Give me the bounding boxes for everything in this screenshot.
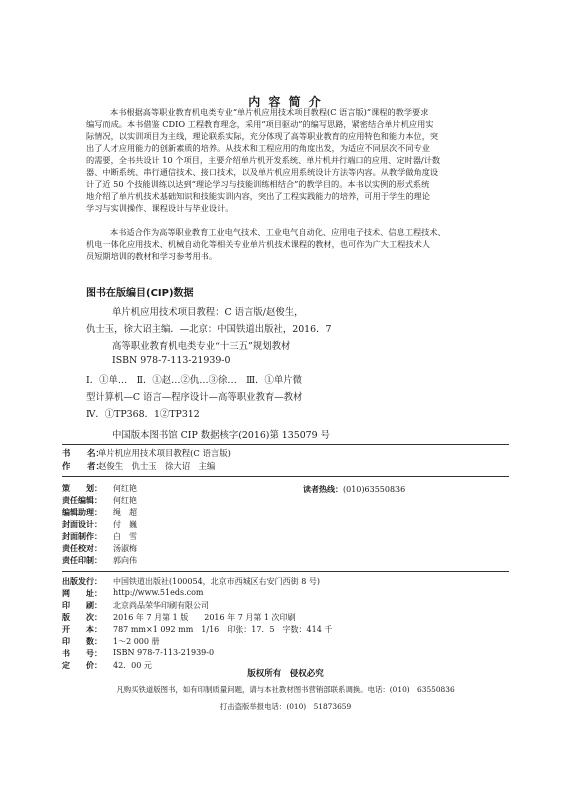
cip-line: 单片机应用技术项目教程：C 语言版/赵俊生，: [112, 307, 304, 318]
staff-value: 郭向伟: [113, 556, 137, 565]
summary-line: 的需要，全书共设计 10 个项目，主要介绍单片机开发系统、单片机并行端口的应用、定时器/计数: [86, 155, 441, 165]
cip-line: ISBN 978-7-113-21939-0: [112, 355, 231, 366]
staff-value: 白 雪: [113, 532, 137, 541]
summary-line: 本书根据高等职业教育机电类专业“单片机应用技术项目教程(C 语言版)”课程的教学要求: [110, 107, 429, 117]
summary-line: 地介绍了单片机技术基础知识和技能实训内容，突出了工程实践能力的培养，可用于学生的理论: [86, 191, 430, 201]
pub-value: 中国铁道出版社(100054，北京市西城区右安门西街 8 号): [113, 577, 320, 586]
staff-label: 封面制作：: [62, 532, 102, 541]
rights-notice: 版权所有 侵权必究: [247, 669, 324, 679]
pub-value: 2016 年 7 月第 1 版 2016 年 7 月第 1 次印刷: [113, 613, 296, 622]
staff-label: 责任校对：: [62, 544, 102, 553]
pub-label: 出版发行：: [62, 577, 102, 586]
summary-line: 计了近 50 个技能训练以达到“理论学习与技能训练相结合”的教学目的。本书以实例的形式系统: [86, 179, 430, 189]
page-title: 内 容 简 介: [248, 95, 323, 109]
staff-label: 封面设计：: [62, 520, 102, 529]
staff-label: 责任编辑：: [62, 496, 102, 505]
pub-value: 42．00 元: [113, 661, 152, 670]
staff-value: 何红艳: [113, 484, 137, 493]
divider: [62, 571, 509, 572]
pub-value: 787 mm×1 092 mm 1/16 印张：17．5 字数：414 千: [113, 625, 333, 634]
applicability-line: 机电一体化应用技术、机械自动化等相关专业单片机技术课程的教材，也可作为广大工程技术人: [86, 239, 430, 249]
quality-notice: 凡购买铁道版图书，如有印制质量问题，请与本社教材图书营销部联系调换。电话：(010) 63550836: [116, 685, 455, 694]
summary-line: 器、中断系统、串行通信技术、接口技术，以及单片机应用系统设计方法等内容。从教学做角度设: [86, 167, 439, 177]
divider: [62, 444, 509, 445]
hotline-label: 读者热线：: [303, 485, 343, 494]
book-name-label: 书 名：: [62, 448, 104, 458]
pub-value: 北京尚品荣华印刷有限公司: [113, 601, 209, 610]
pub-label: 书 号：: [62, 649, 102, 658]
summary-paragraph: [86, 106, 486, 214]
staff-label: 编辑助理：: [62, 508, 102, 517]
applicability-line: 员短期培训的教材和学习参考用书。: [86, 251, 218, 261]
hotline-value: (010)63550836: [343, 485, 406, 494]
book-author-label: 作 者：: [62, 461, 104, 471]
piracy-hotline: 打击盗版举报电话：(010) 51873659: [219, 702, 352, 711]
reader-hotline: [303, 484, 405, 495]
pub-label: 开 本：: [62, 625, 102, 634]
cip-line: 型计算机—C 语言—程序设计—高等职业教育—教材: [86, 392, 303, 403]
pub-label: 网 址：: [62, 589, 102, 598]
staff-value: 何红艳: [113, 496, 137, 505]
summary-line: 际情况，以实训项目为主线，理论联系实际，充分体现了高等职业教育的应用特色和能力本位，突: [86, 131, 439, 141]
pub-value: 1～2 000 册: [113, 637, 160, 646]
staff-label: 策 划：: [62, 484, 102, 493]
book-name-value: 单片机应用技术项目教程(C 语言版): [98, 448, 231, 458]
cip-line: 高等职业教育机电类专业“十三五”规划教材: [112, 341, 291, 352]
pub-label: 印 数：: [62, 637, 102, 646]
cip-line: 仇士玉，徐大诏主编．—北京：中国铁道出版社，2016．7: [86, 324, 332, 335]
applicability-line: 本书适合作为高等职业教育工业电气技术、工业电气自动化、应用电子技术、信息工程技术、: [110, 227, 446, 237]
applicability-paragraph: [86, 226, 486, 262]
staff-value: 绳 超: [113, 508, 137, 517]
pub-value: ISBN 978-7-113-21939-0: [113, 648, 215, 657]
cip-line: Ⅰ．①单… Ⅱ．①赵…②仇…③徐… Ⅲ．①单片微: [86, 375, 302, 386]
summary-line: 学习与实训操作、课程设计与毕业设计。: [86, 203, 234, 213]
pub-label: 定 价：: [62, 661, 102, 670]
cip-line: Ⅳ．①TP368．1②TP312: [86, 409, 200, 420]
summary-line: 编写而成。本书借鉴 CDIO 工程教育理念，采用“项目驱动”的编写思路，紧密结合单片机应用实: [86, 119, 434, 129]
cip-line: 中国版本图书馆 CIP 数据核字(2016)第 135079 号: [112, 430, 330, 441]
pub-label: 版 次：: [62, 613, 102, 622]
book-author-value: 赵俊生 仇士玉 徐大诏 主编: [98, 461, 216, 471]
staff-value: 付 巍: [113, 520, 137, 529]
cip-heading: 图书在版编目(CIP)数据: [86, 288, 194, 299]
summary-line: 出了人才应用能力的创新素质的培养。从技术和工程应用的角度出发，为适应不同层次不同专业: [86, 143, 430, 153]
divider: [62, 476, 509, 477]
pub-value: http://www.51eds.com: [113, 588, 204, 597]
pub-label: 印 刷：: [62, 601, 102, 610]
staff-label: 责任印制：: [62, 556, 102, 565]
staff-value: 汤淑梅: [113, 544, 137, 553]
